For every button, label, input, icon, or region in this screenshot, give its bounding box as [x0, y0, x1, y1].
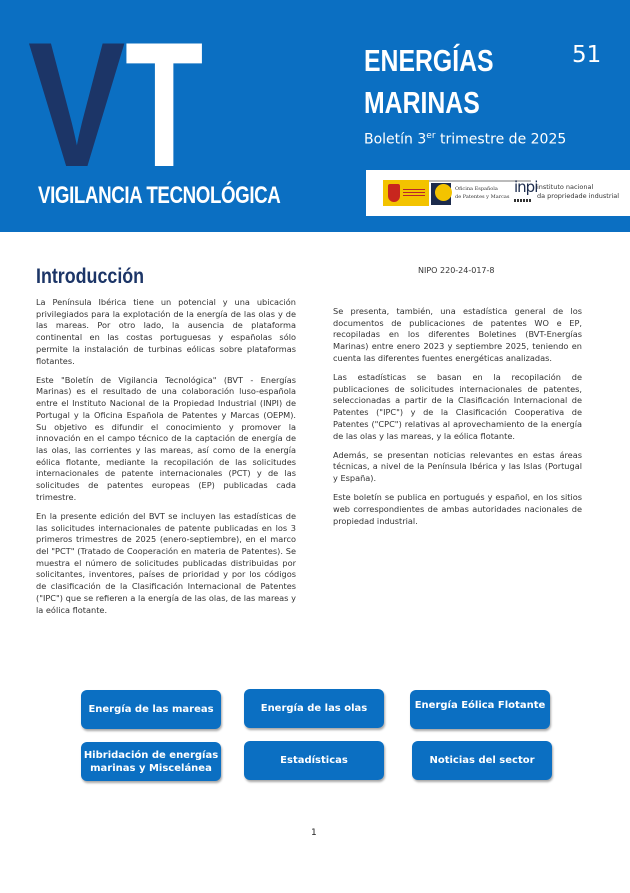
inpi-name [537, 183, 619, 201]
button-label: Energía de las mareas [88, 704, 214, 715]
logo-letter-v: V [28, 5, 123, 204]
nav-button-wave-energy[interactable] [244, 689, 384, 728]
subtitle-suffix: trimestre de 2025 [435, 131, 567, 148]
inpi-line-2: da propriedade industrial [537, 192, 620, 200]
oepm-sun-icon [435, 184, 452, 201]
oepm-line-2: de Patentes y Marcas [455, 194, 510, 200]
section-title: Introducción [36, 265, 145, 288]
nav-button-hybridization[interactable] [81, 742, 221, 781]
paragraph: Además, se presentan noticias relevantes en estas áreas técnicas, a nivel de la Península Ibérica y las Islas (Portugal y España). [333, 449, 582, 484]
ministry-text-mark [403, 189, 425, 190]
nipo-code: NIPO 220-24-017-8 [418, 266, 495, 275]
issue-number: 51 [572, 42, 602, 68]
paragraph: Este "Boletín de Vigilancia Tecnológica" (BVT - Energías Marinas) es el resultado de una colaboración luso-española entre el Instituto Nacional de la Propiedad Industrial (INPI) de Portugal y la Oficina Española de Patentes y Marcas (OEPM). Su objetivo es difundir el conocimiento y promover la innovación en el campo técnico de la captación de energía de las olas, las corrientes y las mareas, así como de la energía eólica flotante, mediante la recopilación de las solicitudes internacionales de patente internacionales (PCT) y de las solicitudes de patentes europeas (EP) publicadas cada trimestre. [36, 374, 296, 502]
nav-button-sector-news[interactable] [412, 741, 552, 780]
button-label: Estadísticas [280, 755, 348, 766]
oepm-name [455, 185, 509, 201]
page-number: 1 [311, 828, 317, 838]
button-label: Energía Eólica Flotante [414, 700, 546, 711]
button-label: Hibridación de energías marinas y Miscelánea [83, 749, 219, 774]
paragraph: La Península Ibérica tiene un potencial y una ubicación privilegiados para la explotación de la energía de las olas y de las mareas. Por otro lado, la ausencia de plataforma continental en las costas portuguesas y españolas sólo permite la instalación de turbinas eólicas sobre plataformas flotantes. [36, 297, 296, 366]
subtitle-ordinal: er [426, 131, 436, 141]
spain-ministry-logo [383, 180, 429, 206]
bulletin-subtitle [364, 131, 566, 148]
paragraph: Este boletín se publica en portugués y español, en los sitios web correspondientes de ambas autoridades nacionales de propiedad industrial. [333, 492, 582, 526]
button-label: Noticias del sector [429, 755, 535, 766]
intro-right-column [333, 306, 582, 535]
logo-letter-t: T [125, 5, 204, 204]
partner-logos [366, 170, 630, 216]
nav-button-tidal-energy[interactable] [81, 690, 221, 729]
bulletin-title [364, 40, 494, 124]
coat-of-arms-icon [388, 184, 400, 202]
paragraph: En la presente edición del BVT se incluyen las estadísticas de las solicitudes internacionales de patente publicadas en los 3 primeros trimestres de 2025 (enero-septiembre), en el marco del "PCT" (Tratado de Cooperación en materia de Patentes). Se muestra el número de solicitudes publicadas distribuidas por solicitantes, inventores, países de prioridad y por los códigos de clasificación de la Clasificación Internacional de Patentes ("IPC") que se refieren a la energía de las olas, de las mareas y la eólica flotante. [36, 510, 296, 615]
intro-left-column [36, 297, 296, 624]
title-line-2: MARINAS [364, 85, 480, 120]
subtitle-prefix: Boletín 3 [364, 131, 427, 148]
title-line-1: ENERGÍAS [364, 43, 494, 78]
inpi-logo-mark: inpi [514, 178, 538, 196]
button-label: Energía de las olas [260, 703, 368, 714]
logo-label: VIGILANCIA TECNOLÓGICA [38, 182, 281, 209]
nav-button-statistics[interactable] [244, 741, 384, 780]
inpi-dots-icon [514, 199, 532, 202]
nav-button-floating-wind[interactable] [410, 690, 550, 729]
header-banner [0, 0, 630, 232]
paragraph: Se presenta, también, una estadística general de los documentos de publicaciones de patentes WO e EP, recopiladas en los diferentes Boletines (BVT-Energías Marinas) entre enero 2023 y septiembre 2025, teniendo en cuenta las diferentes fuentes energéticas analizadas. [333, 306, 582, 363]
paragraph: Las estadísticas se basan en la recopilación de publicaciones de solicitudes internacionales de patentes, seleccionadas a partir de la Clasificación Internacional de Patentes ("IPC") y de la Clasificación Cooperativa de Patentes ("CPC") relativas al aprovechamiento de la energía de las olas y las mareas, y la eólica flotante. [333, 372, 582, 441]
inpi-line-1: instituto nacional [537, 183, 594, 191]
oepm-line-1: Oficina Española [455, 186, 498, 192]
